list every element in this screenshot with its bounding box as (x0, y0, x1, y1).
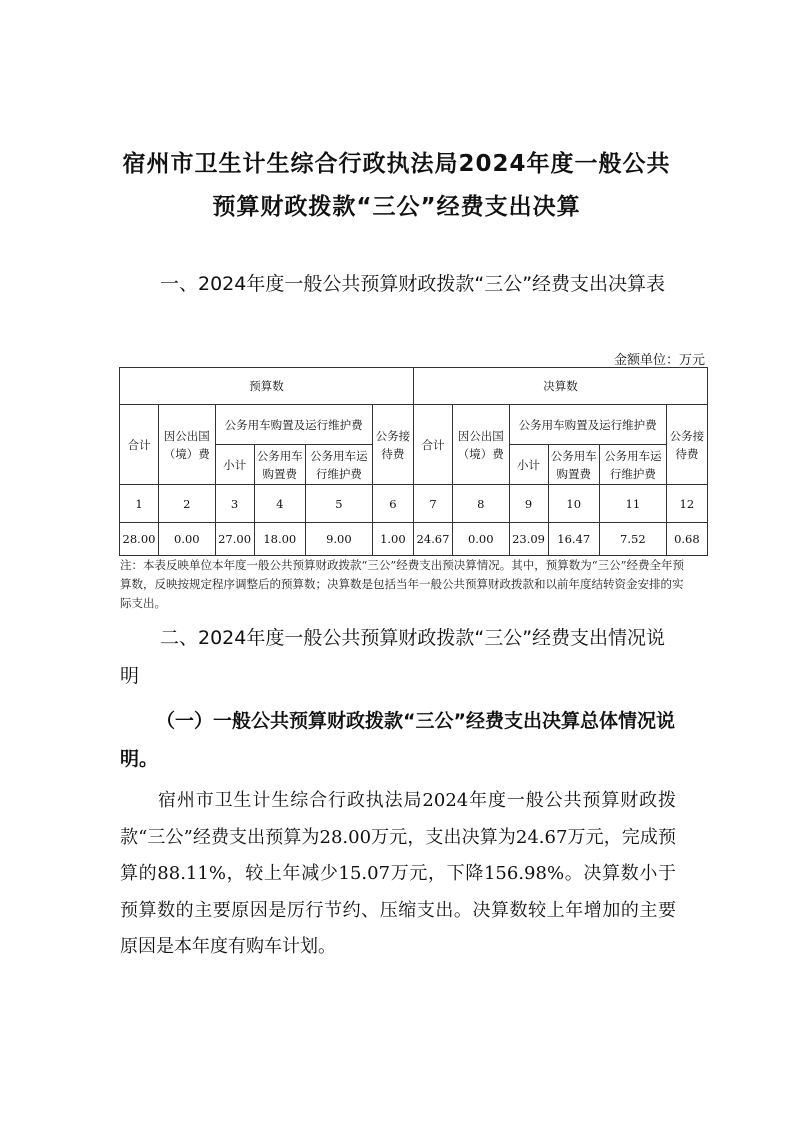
value-budget-travel: 0.00 (159, 523, 216, 556)
column-number: 6 (372, 485, 413, 523)
header-total: 合计 (413, 405, 452, 485)
value-budget-total: 28.00 (120, 523, 159, 556)
column-number: 3 (215, 485, 254, 523)
value-final-total: 24.67 (413, 523, 452, 556)
three-public-expenses-table (119, 367, 708, 556)
paragraph-overview: 宿州市卫生计生综合行政执法局2024年度一般公共预算财政拨款“三公”经费支出预算为28.00万元，支出决算为24.67万元，完成预算的88.11%，较上年减少15.07万元，下降156.98%。决算数小于预算数的主要原因是厉行节约、压缩支出。决算数较上年增加的主要原因是本年度有购车计划。 (120, 790, 676, 957)
document-title-line1: 宿州市卫生计生综合行政执法局2024年度一般公共 (122, 151, 671, 177)
header-vehicle: 公务用车购置及运行维护费 (215, 405, 372, 445)
value-budget-reception: 1.00 (372, 523, 413, 556)
header-vehicle: 公务用车购置及运行维护费 (509, 405, 666, 445)
value-final-vehicle-subtotal: 23.09 (509, 523, 548, 556)
group-header-final: 决算数 (413, 368, 707, 405)
header-total: 合计 (120, 405, 159, 485)
value-final-vehicle-operation: 7.52 (599, 523, 666, 556)
table-note: 注：本表反映单位本年度一般公共预算财政拨款“三公”经费支出预决算情况。其中，预算数为“三公”经费全年预算数，反映按规定程序调整后的预算数；决算数是包括当年一般公共预算财政拨款和以前年度结转资金安排的实际支出。 (120, 558, 685, 610)
value-budget-vehicle-subtotal: 27.00 (215, 523, 254, 556)
header-travel: 因公出国（境）费 (159, 405, 216, 485)
section1-heading: 一、2024年度一般公共预算财政拨款“三公”经费支出决算表 (160, 273, 666, 295)
header-purchase: 公务用车购置费 (254, 445, 305, 485)
section2-heading: 二、2024年度一般公共预算财政拨款“三公”经费支出情况说明 (120, 627, 666, 687)
group-header-budget: 预算数 (120, 368, 414, 405)
value-budget-vehicle-purchase: 18.00 (254, 523, 305, 556)
column-number: 9 (509, 485, 548, 523)
value-final-vehicle-purchase: 16.47 (548, 523, 599, 556)
column-number: 11 (599, 485, 666, 523)
column-number: 8 (453, 485, 510, 523)
column-number: 2 (159, 485, 216, 523)
subsection1-heading: （一）一般公共预算财政拨款“三公”经费支出决算总体情况说明。 (120, 710, 675, 770)
header-purchase: 公务用车购置费 (548, 445, 599, 485)
value-final-travel: 0.00 (453, 523, 510, 556)
header-operation: 公务用车运行维护费 (599, 445, 666, 485)
header-reception: 公务接待费 (666, 405, 707, 485)
header-operation: 公务用车运行维护费 (305, 445, 372, 485)
header-subtotal: 小计 (215, 445, 254, 485)
header-reception: 公务接待费 (372, 405, 413, 485)
unit-label: 金额单位：万元 (613, 353, 705, 368)
value-final-reception: 0.68 (666, 523, 707, 556)
column-number: 4 (254, 485, 305, 523)
column-number: 1 (120, 485, 159, 523)
value-budget-vehicle-operation: 9.00 (305, 523, 372, 556)
header-subtotal: 小计 (509, 445, 548, 485)
column-number: 5 (305, 485, 372, 523)
document-title-line2: 预算财政拨款“三公”经费支出决算 (212, 194, 581, 220)
column-number: 7 (413, 485, 452, 523)
header-travel: 因公出国（境）费 (453, 405, 510, 485)
column-number: 10 (548, 485, 599, 523)
column-number: 12 (666, 485, 707, 523)
